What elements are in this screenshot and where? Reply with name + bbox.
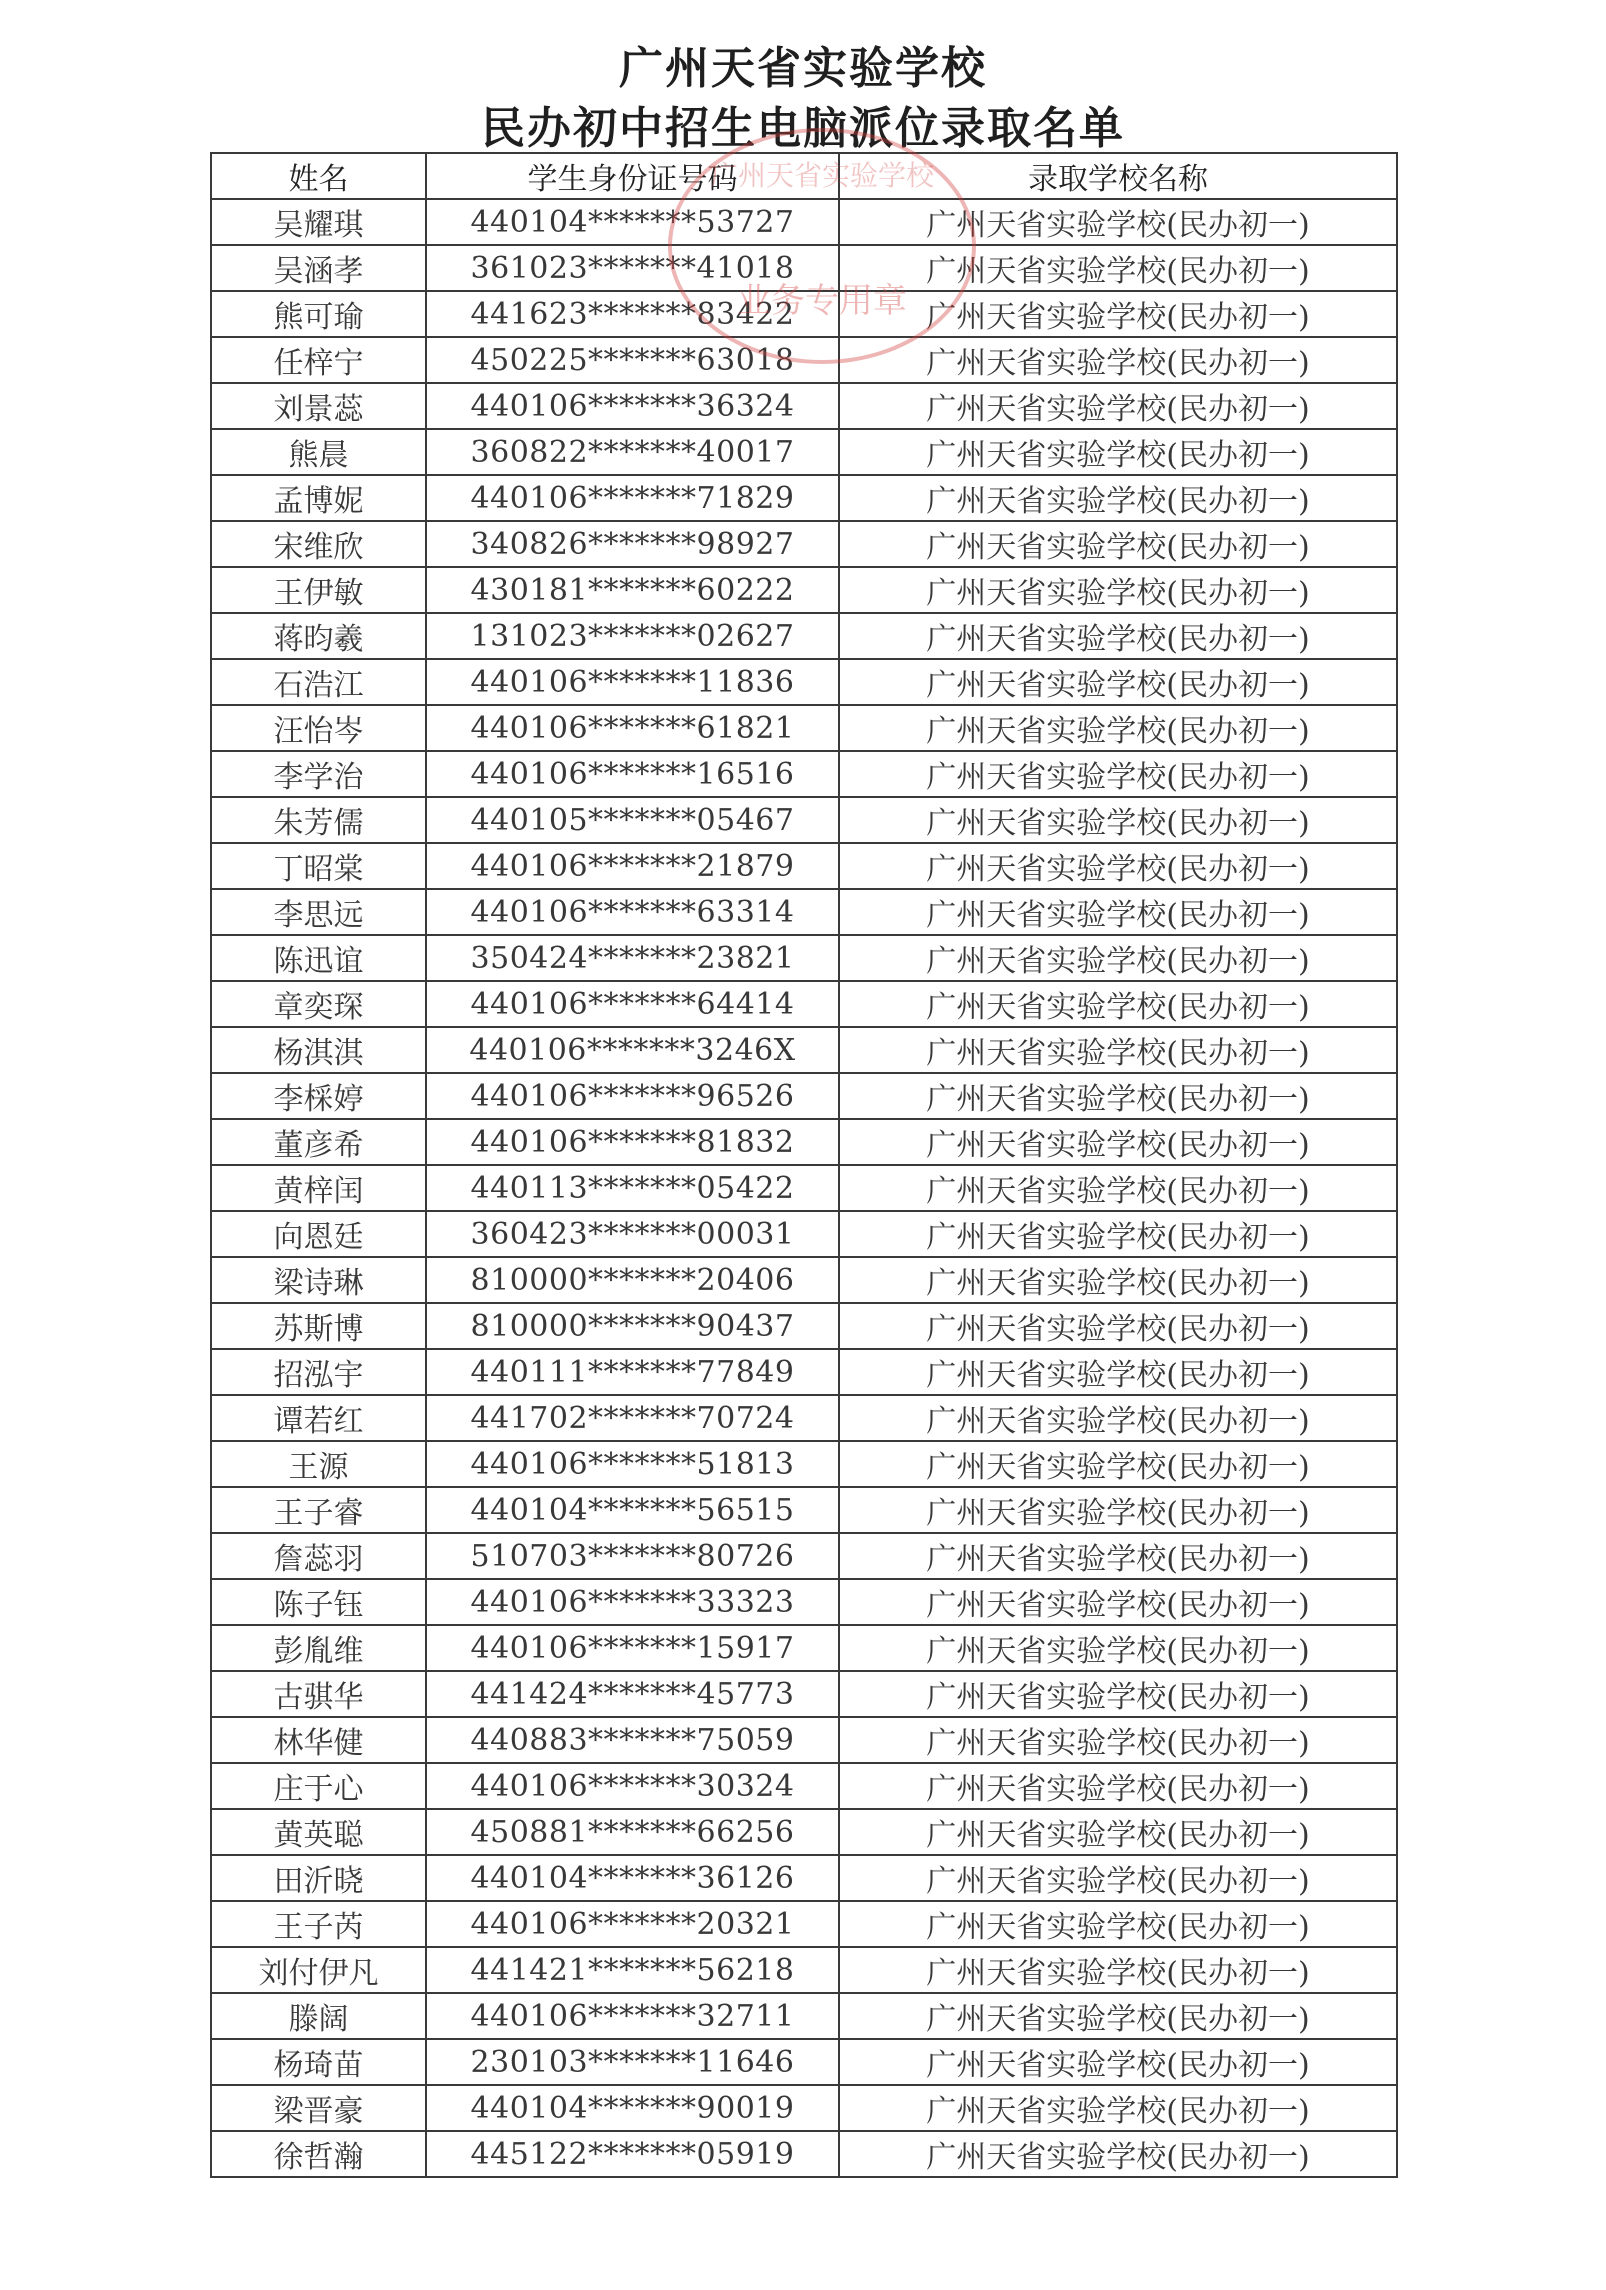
student-id-cell: 810000*******20406 (426, 1257, 839, 1303)
student-id-cell: 440104*******53727 (426, 199, 839, 245)
admitted-school-cell: 广州天省实验学校(民办初一) (839, 1349, 1397, 1395)
admitted-school-cell: 广州天省实验学校(民办初一) (839, 1809, 1397, 1855)
table-row (211, 1349, 1397, 1395)
student-id-cell: 440113*******05422 (426, 1165, 839, 1211)
student-name-cell: 董彦希 (211, 1119, 426, 1165)
admitted-school-cell: 广州天省实验学校(民办初一) (839, 1211, 1397, 1257)
table-row (211, 1441, 1397, 1487)
student-id-cell: 440883*******75059 (426, 1717, 839, 1763)
admitted-school-cell: 广州天省实验学校(民办初一) (839, 751, 1397, 797)
admitted-school-cell: 广州天省实验学校(民办初一) (839, 291, 1397, 337)
admitted-school-cell: 广州天省实验学校(民办初一) (839, 2131, 1397, 2177)
table-row (211, 1901, 1397, 1947)
student-name-cell: 孟博妮 (211, 475, 426, 521)
student-id-cell: 440106*******20321 (426, 1901, 839, 1947)
table-body (211, 199, 1397, 2177)
student-id-cell: 440106*******32711 (426, 1993, 839, 2039)
header-name: 姓名 (211, 153, 426, 199)
student-name-cell: 李棌婷 (211, 1073, 426, 1119)
table-row (211, 705, 1397, 751)
student-name-cell: 章奕琛 (211, 981, 426, 1027)
student-id-cell: 440106*******71829 (426, 475, 839, 521)
admitted-school-cell: 广州天省实验学校(民办初一) (839, 1625, 1397, 1671)
table-row (211, 1303, 1397, 1349)
student-name-cell: 熊晨 (211, 429, 426, 475)
student-name-cell: 王子芮 (211, 1901, 426, 1947)
student-name-cell: 熊可瑜 (211, 291, 426, 337)
admitted-school-cell: 广州天省实验学校(民办初一) (839, 1487, 1397, 1533)
table-row (211, 337, 1397, 383)
table-row (211, 1809, 1397, 1855)
student-name-cell: 梁诗琳 (211, 1257, 426, 1303)
student-name-cell: 滕阔 (211, 1993, 426, 2039)
admitted-school-cell: 广州天省实验学校(民办初一) (839, 1027, 1397, 1073)
admitted-school-cell: 广州天省实验学校(民办初一) (839, 1763, 1397, 1809)
student-id-cell: 440105*******05467 (426, 797, 839, 843)
student-name-cell: 彭胤维 (211, 1625, 426, 1671)
admitted-school-cell: 广州天省实验学校(民办初一) (839, 337, 1397, 383)
student-name-cell: 古骐华 (211, 1671, 426, 1717)
admitted-school-cell: 广州天省实验学校(民办初一) (839, 1119, 1397, 1165)
student-id-cell: 440104*******36126 (426, 1855, 839, 1901)
seal-top-text: 广州天省实验学校 (709, 159, 934, 192)
student-id-cell: 445122*******05919 (426, 2131, 839, 2177)
student-name-cell: 丁昭棠 (211, 843, 426, 889)
student-name-cell: 石浩江 (211, 659, 426, 705)
student-name-cell: 向恩廷 (211, 1211, 426, 1257)
admitted-school-cell: 广州天省实验学校(民办初一) (839, 2039, 1397, 2085)
table-row (211, 567, 1397, 613)
student-id-cell: 440106*******3246X (426, 1027, 839, 1073)
student-name-cell: 任梓宁 (211, 337, 426, 383)
admitted-school-cell: 广州天省实验学校(民办初一) (839, 843, 1397, 889)
admitted-school-cell: 广州天省实验学校(民办初一) (839, 1855, 1397, 1901)
student-name-cell: 李学治 (211, 751, 426, 797)
student-name-cell: 朱芳儒 (211, 797, 426, 843)
table-row (211, 2039, 1397, 2085)
student-id-cell: 441623*******83422 (426, 291, 839, 337)
student-id-cell: 360423*******00031 (426, 1211, 839, 1257)
table-row (211, 291, 1397, 337)
student-id-cell: 440106*******96526 (426, 1073, 839, 1119)
table-row (211, 751, 1397, 797)
table-row (211, 2131, 1397, 2177)
table-row (211, 1257, 1397, 1303)
student-id-cell: 440106*******64414 (426, 981, 839, 1027)
student-name-cell: 宋维欣 (211, 521, 426, 567)
student-name-cell: 庄于心 (211, 1763, 426, 1809)
admitted-school-cell: 广州天省实验学校(民办初一) (839, 199, 1397, 245)
student-id-cell: 361023*******41018 (426, 245, 839, 291)
student-id-cell: 440104*******56515 (426, 1487, 839, 1533)
admitted-school-cell: 广州天省实验学校(民办初一) (839, 1993, 1397, 2039)
student-id-cell: 440111*******77849 (426, 1349, 839, 1395)
student-id-cell: 441421*******56218 (426, 1947, 839, 1993)
table-row (211, 429, 1397, 475)
admitted-school-cell: 广州天省实验学校(民办初一) (839, 1303, 1397, 1349)
document-subtitle: 民办初中招生电脑派位录取名单 (481, 103, 1125, 154)
admitted-school-cell: 广州天省实验学校(民办初一) (839, 1671, 1397, 1717)
student-id-cell: 440106*******21879 (426, 843, 839, 889)
table-row (211, 1579, 1397, 1625)
student-id-cell: 450225*******63018 (426, 337, 839, 383)
table-row (211, 199, 1397, 245)
student-id-cell: 441424*******45773 (426, 1671, 839, 1717)
table-row (211, 475, 1397, 521)
student-name-cell: 徐哲瀚 (211, 2131, 426, 2177)
admitted-school-cell: 广州天省实验学校(民办初一) (839, 429, 1397, 475)
student-id-cell: 440106*******15917 (426, 1625, 839, 1671)
table-row (211, 1395, 1397, 1441)
table-row (211, 1947, 1397, 1993)
student-name-cell: 杨琦苗 (211, 2039, 426, 2085)
student-id-cell: 440106*******36324 (426, 383, 839, 429)
table-row (211, 1165, 1397, 1211)
table-row (211, 1119, 1397, 1165)
student-id-cell: 440106*******81832 (426, 1119, 839, 1165)
table-row (211, 659, 1397, 705)
student-name-cell: 梁晋豪 (211, 2085, 426, 2131)
table-row (211, 1625, 1397, 1671)
student-id-cell: 440104*******90019 (426, 2085, 839, 2131)
table-row (211, 1211, 1397, 1257)
table-row (211, 1487, 1397, 1533)
student-name-cell: 陈子钰 (211, 1579, 426, 1625)
table-row (211, 1763, 1397, 1809)
student-id-cell: 510703*******80726 (426, 1533, 839, 1579)
student-name-cell: 黄英聪 (211, 1809, 426, 1855)
table-row (211, 2085, 1397, 2131)
admission-table (210, 152, 1398, 2178)
admitted-school-cell: 广州天省实验学校(民办初一) (839, 383, 1397, 429)
student-id-cell: 340826*******98927 (426, 521, 839, 567)
table-row (211, 981, 1397, 1027)
admitted-school-cell: 广州天省实验学校(民办初一) (839, 245, 1397, 291)
admitted-school-cell: 广州天省实验学校(民办初一) (839, 1717, 1397, 1763)
table-row (211, 1717, 1397, 1763)
admitted-school-cell: 广州天省实验学校(民办初一) (839, 1165, 1397, 1211)
table-row (211, 383, 1397, 429)
admitted-school-cell: 广州天省实验学校(民办初一) (839, 475, 1397, 521)
admitted-school-cell: 广州天省实验学校(民办初一) (839, 935, 1397, 981)
seal-bottom-text: 业务专用章 (737, 281, 907, 321)
student-name-cell: 詹蕊羽 (211, 1533, 426, 1579)
header-school: 录取学校名称 (839, 153, 1397, 199)
admitted-school-cell: 广州天省实验学校(民办初一) (839, 521, 1397, 567)
student-name-cell: 吴涵孝 (211, 245, 426, 291)
admitted-school-cell: 广州天省实验学校(民办初一) (839, 2085, 1397, 2131)
student-id-cell: 360822*******40017 (426, 429, 839, 475)
student-name-cell: 蒋昀羲 (211, 613, 426, 659)
table-row (211, 613, 1397, 659)
student-id-cell: 430181*******60222 (426, 567, 839, 613)
student-id-cell: 810000*******90437 (426, 1303, 839, 1349)
student-name-cell: 王子睿 (211, 1487, 426, 1533)
admitted-school-cell: 广州天省实验学校(民办初一) (839, 797, 1397, 843)
student-name-cell: 刘付伊凡 (211, 1947, 426, 1993)
table-row (211, 521, 1397, 567)
student-id-cell: 230103*******11646 (426, 2039, 839, 2085)
student-id-cell: 441702*******70724 (426, 1395, 839, 1441)
admitted-school-cell: 广州天省实验学校(民办初一) (839, 1441, 1397, 1487)
student-name-cell: 田沂晓 (211, 1855, 426, 1901)
admitted-school-cell: 广州天省实验学校(民办初一) (839, 1533, 1397, 1579)
student-id-cell: 131023*******02627 (426, 613, 839, 659)
admitted-school-cell: 广州天省实验学校(民办初一) (839, 1579, 1397, 1625)
student-id-cell: 440106*******61821 (426, 705, 839, 751)
student-id-cell: 450881*******66256 (426, 1809, 839, 1855)
student-name-cell: 苏斯博 (211, 1303, 426, 1349)
student-name-cell: 王伊敏 (211, 567, 426, 613)
table-row (211, 1671, 1397, 1717)
student-name-cell: 杨淇淇 (211, 1027, 426, 1073)
table-row (211, 843, 1397, 889)
student-id-cell: 440106*******51813 (426, 1441, 839, 1487)
table-header-row (211, 153, 1397, 199)
table-row (211, 1027, 1397, 1073)
student-name-cell: 汪怡岑 (211, 705, 426, 751)
admitted-school-cell: 广州天省实验学校(民办初一) (839, 613, 1397, 659)
admitted-school-cell: 广州天省实验学校(民办初一) (839, 1257, 1397, 1303)
table-row (211, 935, 1397, 981)
student-name-cell: 招泓宇 (211, 1349, 426, 1395)
student-name-cell: 谭若红 (211, 1395, 426, 1441)
admitted-school-cell: 广州天省实验学校(民办初一) (839, 705, 1397, 751)
student-name-cell: 陈迅谊 (211, 935, 426, 981)
admitted-school-cell: 广州天省实验学校(民办初一) (839, 659, 1397, 705)
admitted-school-cell: 广州天省实验学校(民办初一) (839, 1395, 1397, 1441)
admitted-school-cell: 广州天省实验学校(民办初一) (839, 889, 1397, 935)
student-id-cell: 440106*******63314 (426, 889, 839, 935)
student-name-cell: 吴耀琪 (211, 199, 426, 245)
table-row (211, 1533, 1397, 1579)
student-name-cell: 王源 (211, 1441, 426, 1487)
admitted-school-cell: 广州天省实验学校(民办初一) (839, 1073, 1397, 1119)
table-row (211, 1073, 1397, 1119)
admitted-school-cell: 广州天省实验学校(民办初一) (839, 1947, 1397, 1993)
admitted-school-cell: 广州天省实验学校(民办初一) (839, 981, 1397, 1027)
table-row (211, 889, 1397, 935)
table-row (211, 1993, 1397, 2039)
header-id-number: 学生身份证号码 (426, 153, 839, 199)
table-row (211, 1855, 1397, 1901)
table-row (211, 245, 1397, 291)
student-id-cell: 440106*******16516 (426, 751, 839, 797)
student-id-cell: 440106*******30324 (426, 1763, 839, 1809)
document-title: 广州天省实验学校 (619, 43, 987, 94)
student-name-cell: 林华健 (211, 1717, 426, 1763)
student-name-cell: 刘景蕊 (211, 383, 426, 429)
student-name-cell: 李思远 (211, 889, 426, 935)
student-name-cell: 黄梓闰 (211, 1165, 426, 1211)
student-id-cell: 440106*******11836 (426, 659, 839, 705)
student-id-cell: 350424*******23821 (426, 935, 839, 981)
admitted-school-cell: 广州天省实验学校(民办初一) (839, 567, 1397, 613)
admitted-school-cell: 广州天省实验学校(民办初一) (839, 1901, 1397, 1947)
student-id-cell: 440106*******33323 (426, 1579, 839, 1625)
table-row (211, 797, 1397, 843)
